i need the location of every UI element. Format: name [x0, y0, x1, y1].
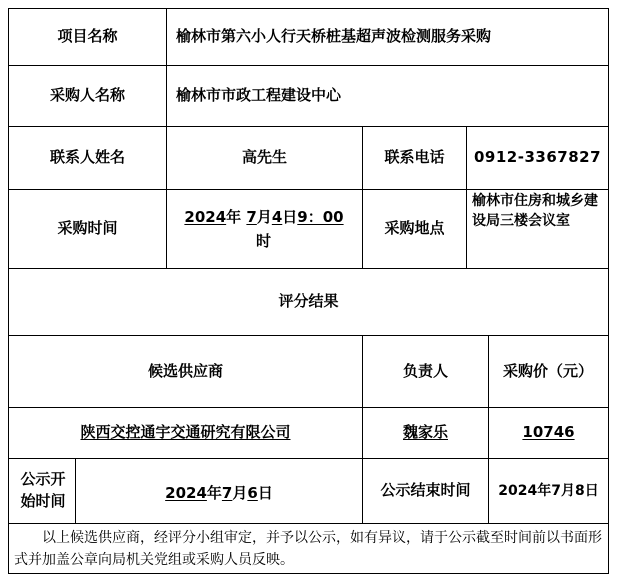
purchase-month: 7	[246, 208, 257, 226]
purchase-time-value	[170, 190, 358, 268]
publicity-start-value	[76, 459, 362, 523]
start-month-unit: 月	[232, 484, 248, 503]
table-border-right	[608, 8, 609, 574]
header-person: 负责人	[402, 361, 448, 380]
contact-name-value: 高先生	[241, 148, 287, 167]
start-day: 6	[247, 484, 258, 503]
purchase-clock: 9：00	[297, 208, 344, 226]
purchase-day: 4	[271, 208, 283, 226]
header-price: 采购价（元）	[503, 361, 594, 380]
result-title: 评分结果	[278, 292, 339, 311]
purchaser-value: 榆林市市政工程建设中心	[176, 86, 342, 105]
purchase-time-label: 采购时间	[57, 219, 118, 238]
notice-text: 以上候选供应商，经评分小组审定，并予以公示，如有异议，请于公示截至时间前以书面形式并加盖公章向局机关党组或采购人员反映。	[14, 529, 602, 568]
person-name: 魏家乐	[402, 423, 448, 442]
contact-name-label: 联系人姓名	[49, 148, 125, 167]
start-month: 7	[221, 484, 233, 503]
purchase-year: 2024	[184, 208, 227, 226]
contact-phone-value: 0912-3367827	[473, 148, 602, 167]
day-unit: 日	[282, 208, 298, 226]
year-unit: 年	[226, 208, 242, 226]
purchase-place-value: 榆林市住房和城乡建设局三楼会议室	[472, 193, 598, 229]
supplier-name: 陕西交控通宇交通研究有限公司	[80, 423, 291, 442]
start-year: 2024	[165, 484, 207, 503]
column-divider	[166, 8, 167, 127]
header-supplier: 候选供应商	[147, 361, 223, 380]
project-name-label: 项目名称	[57, 27, 118, 46]
start-day-unit: 日	[257, 484, 273, 503]
price-value: 10746	[522, 423, 575, 442]
month-unit: 月	[256, 208, 272, 226]
purchaser-label: 采购人名称	[49, 86, 125, 105]
start-year-unit: 年	[206, 484, 222, 503]
publicity-end-value: 2024年7月8日	[498, 482, 599, 499]
contact-phone-label: 联系电话	[384, 148, 445, 167]
publicity-end-label: 公示结束时间	[380, 481, 471, 500]
project-name-value: 榆林市第六小人行天桥桩基超声波检测服务采购	[176, 27, 492, 46]
hour-unit: 时	[256, 232, 272, 250]
publicity-start-label: 公示开始时间	[20, 470, 66, 510]
purchase-place-label: 采购地点	[384, 219, 445, 238]
table-border-bottom	[8, 573, 609, 574]
